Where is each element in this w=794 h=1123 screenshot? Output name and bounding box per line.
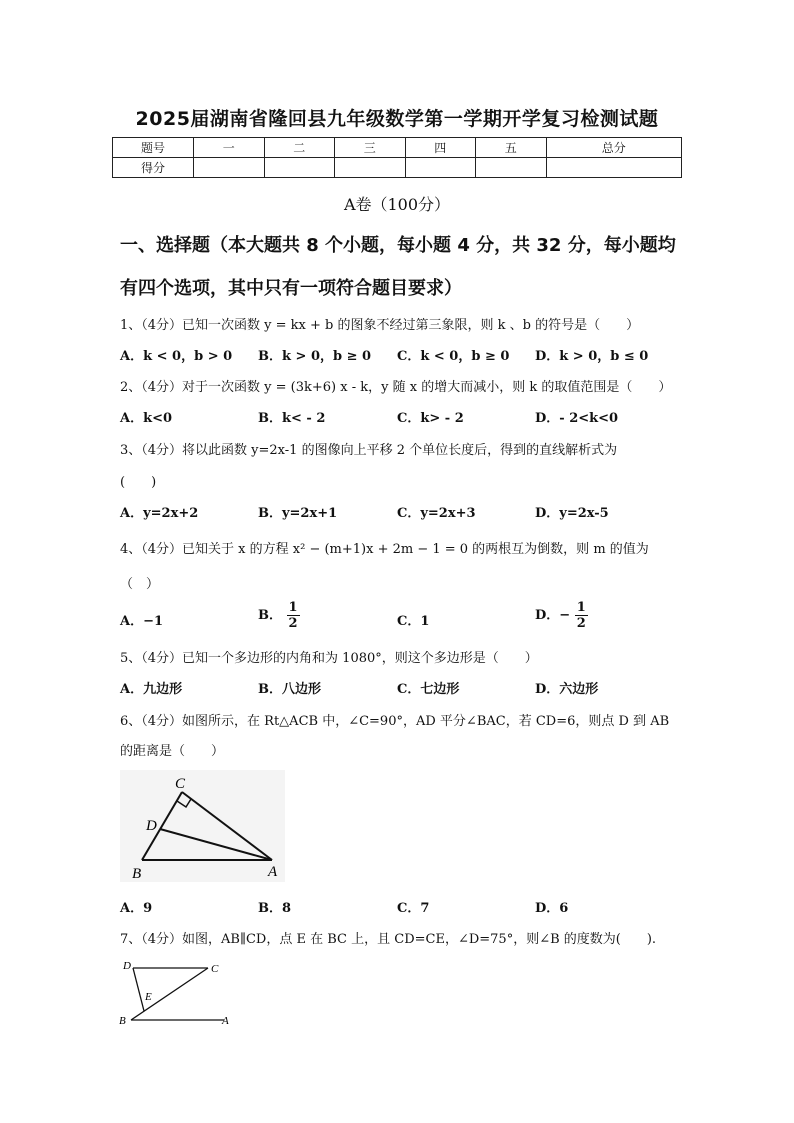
question-5-option-b: B．八边形 [258, 682, 321, 697]
score-cell [405, 158, 476, 178]
question-3-stem: 3、（4分）将以此函数 y=2x-1 的图像向上平移 2 个单位长度后，得到的直线解析式为 [120, 443, 618, 458]
section-heading: A卷（100分） [343, 195, 451, 214]
score-table-header-row [113, 138, 682, 158]
question-4-option-c: C．1 [397, 614, 430, 629]
question-1-option-a: A．k < 0，b > 0 [120, 349, 233, 364]
figure-label: D [123, 960, 131, 972]
score-cell [335, 158, 406, 178]
score-cell [476, 158, 547, 178]
figure-label: B [132, 866, 142, 882]
question-6-stem: 6、（4分）如图所示，在 Rt△ACB 中，∠C=90°，AD 平分∠BAC，若 CD=6，则点 D 到 AB [120, 714, 670, 729]
question-2-option-d: D．- 2<k<0 [535, 411, 619, 426]
parallel-lines-figure-q7 [115, 955, 240, 1030]
figure-label: E [145, 991, 152, 1003]
figure-label: A [222, 1015, 229, 1027]
question-6-stem-line2: 的距离是（ ） [120, 744, 225, 759]
question-1-option-c: C．k < 0，b ≥ 0 [397, 349, 510, 364]
score-header-cell: 二 [264, 138, 335, 158]
triangle-figure-q6 [120, 770, 285, 882]
question-1-option-d: D．k > 0，b ≤ 0 [535, 349, 649, 364]
question-2-option-c: C．k> - 2 [397, 411, 464, 426]
question-5-stem: 5、（4分）已知一个多边形的内角和为 1080°，则这个多边形是（ ） [120, 651, 538, 666]
fraction-numerator: 1 [288, 600, 298, 615]
score-header-cell: 五 [476, 138, 547, 158]
question-4-option-b [258, 600, 300, 631]
fraction-denominator: 2 [288, 616, 298, 631]
fraction-numerator: 1 [576, 600, 586, 615]
question-4-option-d [535, 600, 588, 631]
score-header-cell: 一 [194, 138, 265, 158]
question-4-option-a: A．−1 [120, 614, 164, 629]
question-3-option-b: B．y=2x+1 [258, 506, 338, 521]
score-header-cell: 总分 [546, 138, 682, 158]
question-5-option-a: A．九边形 [120, 682, 183, 697]
score-table [112, 137, 682, 178]
question-3-answer-bracket: ( ) [120, 475, 157, 490]
question-2-option-a: A．k<0 [120, 411, 173, 426]
score-header-cell: 三 [335, 138, 406, 158]
score-cell [194, 158, 265, 178]
question-5-option-d: D．六边形 [535, 682, 599, 697]
figure-label: C [175, 776, 186, 792]
part-heading-line1: 一、选择题（本大题共 8 个小题，每小题 4 分，共 32 分，每小题均 [120, 235, 676, 256]
figure-label: D [146, 818, 157, 834]
question-3-option-d: D．y=2x-5 [535, 506, 609, 521]
score-table-score-row [113, 158, 682, 178]
question-6-option-a: A．9 [120, 901, 153, 916]
figure-label: C [211, 963, 219, 975]
score-row-label: 得分 [113, 158, 194, 178]
fraction-one-half [575, 600, 588, 631]
question-7-stem: 7、（4分）如图，AB∥CD，点 E 在 BC 上，且 CD=CE，∠D=75°，则∠B 的度数为( ). [120, 932, 657, 947]
figure-label: A [268, 864, 278, 880]
question-6-option-b: B．8 [258, 901, 292, 916]
question-3-option-a: A．y=2x+2 [120, 506, 199, 521]
score-header-cell: 题号 [113, 138, 194, 158]
score-header-cell: 四 [405, 138, 476, 158]
question-3-option-c: C．y=2x+3 [397, 506, 476, 521]
fraction-denominator: 2 [576, 616, 586, 631]
score-cell [264, 158, 335, 178]
question-4-option-b-label: B． [258, 608, 282, 623]
part-heading-line2: 有四个选项，其中只有一项符合题目要求） [120, 278, 462, 299]
question-2-option-b: B．k< - 2 [258, 411, 326, 426]
question-1-stem: 1、（4分）已知一次函数 y = kx + b 的图象不经过第三象限，则 k 、b 的符号是（ ） [120, 318, 640, 333]
figure-label: B [119, 1015, 126, 1027]
exam-title: 2025届湖南省隆回县九年级数学第一学期开学复习检测试题 [135, 108, 659, 130]
fraction-one-half [287, 600, 300, 631]
question-4-stem: 4、（4分）已知关于 x 的方程 x² − (m+1)x + 2m − 1 = 0 的两根互为倒数，则 m 的值为 [120, 542, 649, 557]
question-2-stem: 2、（4分）对于一次函数 y = (3k+6) x - k，y 随 x 的增大而减小，则 k 的取值范围是（ ） [120, 380, 672, 395]
question-6-option-d: D．6 [535, 901, 569, 916]
question-1-option-b: B．k > 0，b ≥ 0 [258, 349, 372, 364]
question-5-option-c: C．七边形 [397, 682, 460, 697]
question-6-option-c: C．7 [397, 901, 430, 916]
question-4-option-d-label: D．− [535, 608, 571, 623]
score-cell [546, 158, 682, 178]
question-4-answer-bracket: （ ） [120, 577, 160, 592]
